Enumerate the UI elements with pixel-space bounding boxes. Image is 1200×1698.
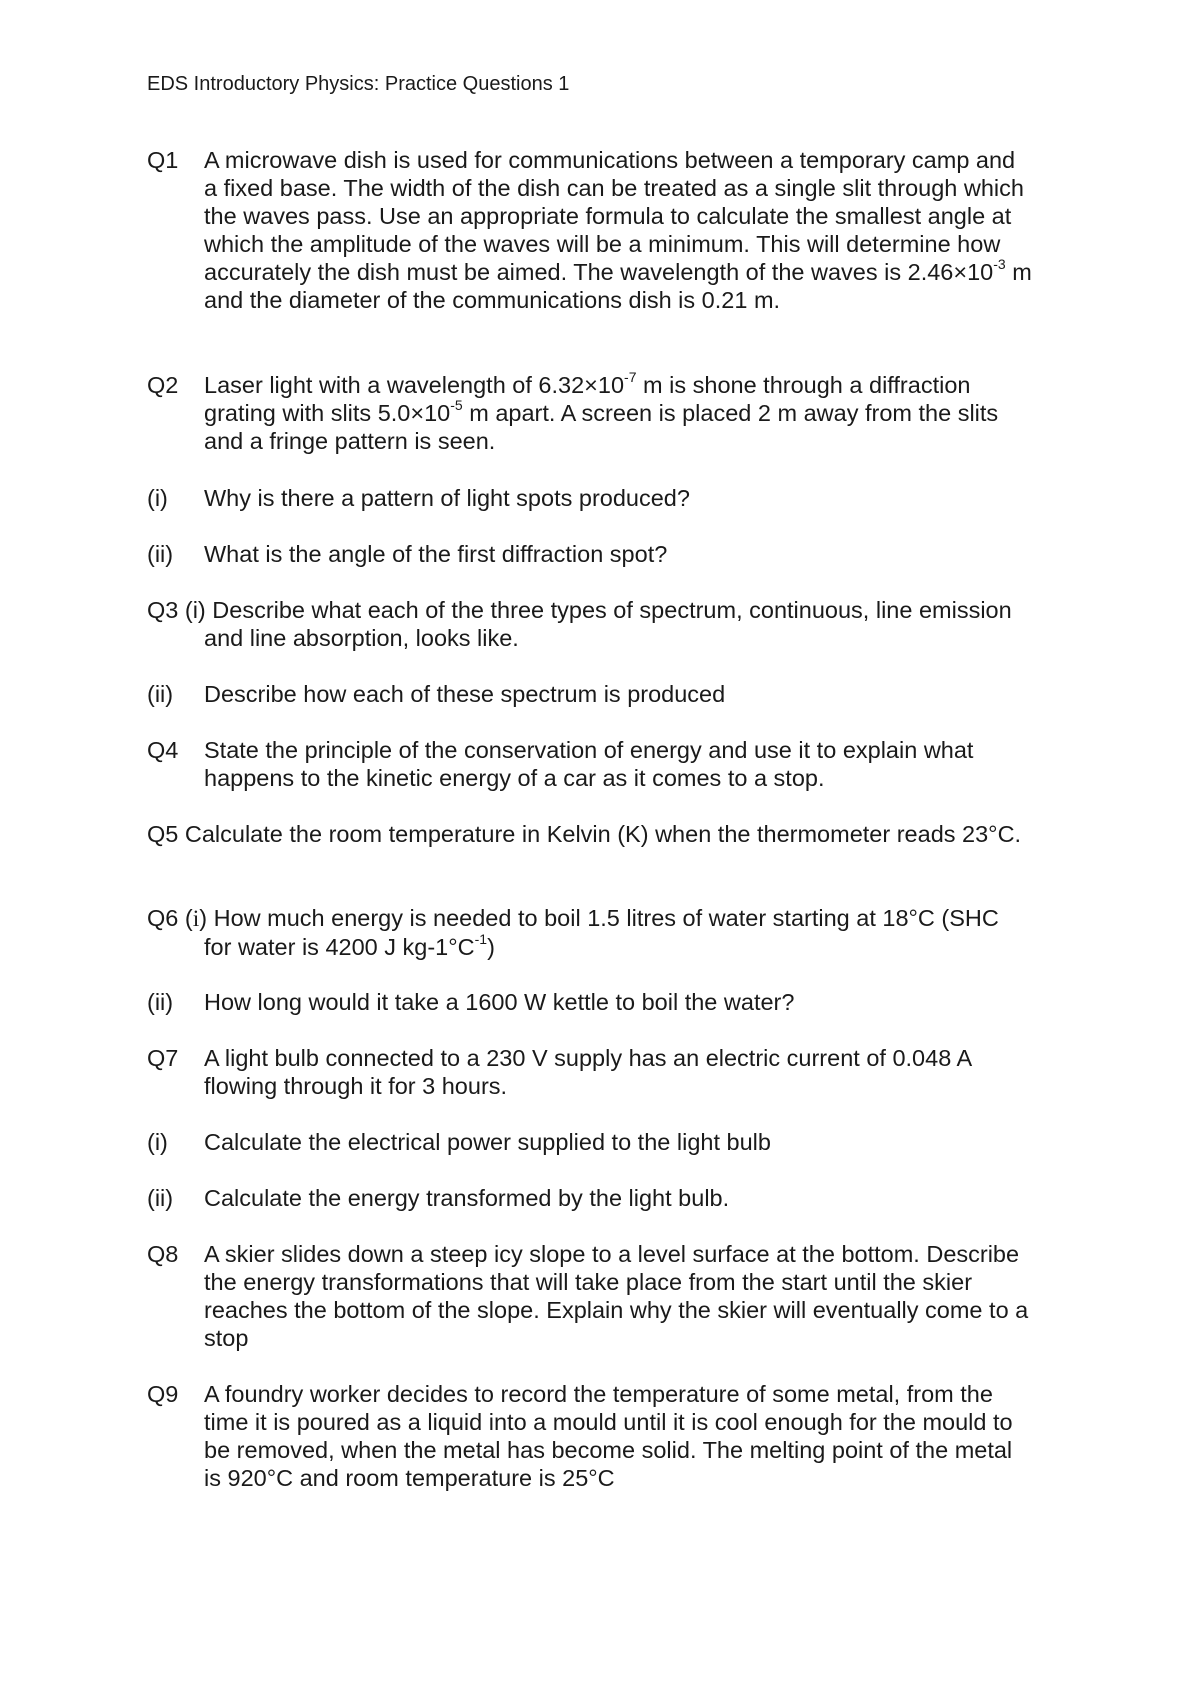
exponent: -5 [450, 397, 463, 414]
exponent: -7 [624, 369, 637, 386]
part-label: (ii) [147, 989, 174, 1015]
part-text: What is the angle of the first diffraction spot? [204, 541, 668, 567]
part-label: (ii) [147, 1185, 174, 1211]
text-line: and the diameter of the communications dish is 0.21 m. [204, 287, 781, 313]
text-line: A light bulb connected to a 230 V supply has an electric current of 0.048 A [204, 1045, 973, 1071]
exponent: -3 [993, 256, 1006, 273]
text-fragment: grating with slits 5.0×10 [204, 400, 451, 426]
text-line [147, 904, 999, 933]
text-fragment: Laser light with a wavelength of 6.32×10 [204, 372, 625, 398]
text-fragment: i [192, 906, 200, 932]
question-label: Q8 [147, 1241, 179, 1267]
text-line: be removed, when the metal has become solid. The melting point of the metal [204, 1437, 1013, 1463]
part-label: (ii) [147, 541, 174, 567]
part-label: (ii) [147, 681, 174, 707]
question-label: Q1 [147, 147, 179, 173]
text-line [204, 371, 998, 399]
part-text: How long would it take a 1600 W kettle to boil the water? [204, 989, 795, 1015]
text-line: the energy transformations that will take place from the start until the skier [204, 1269, 973, 1295]
part-text: Describe how each of these spectrum is produced [204, 681, 726, 707]
text-line: A foundry worker decides to record the temperature of some metal, from the [204, 1381, 993, 1407]
text-line: a fixed base. The width of the dish can be treated as a single slit through which [204, 175, 1024, 201]
text-fragment: for water is 4200 J kg-1°C [204, 934, 475, 960]
text-fragment: m [1005, 259, 1032, 285]
part-text: Why is there a pattern of light spots produced? [204, 485, 690, 511]
question-label: Q4 [147, 737, 179, 763]
part-label: (i) [147, 1129, 168, 1155]
text-line [204, 258, 1032, 286]
text-fragment: accurately the dish must be aimed. The wavelength of the waves is 2.46×10 [204, 259, 994, 285]
text-line: is 920°C and room temperature is 25°C [204, 1465, 615, 1491]
question-text [204, 146, 1032, 314]
question-text [204, 371, 998, 455]
text-fragment: ) [487, 934, 495, 960]
question-6 [147, 904, 999, 961]
question-label: Q9 [147, 1381, 179, 1407]
text-line: A skier slides down a steep icy slope to a level surface at the bottom. Describe [204, 1241, 1020, 1267]
text-line [204, 399, 998, 427]
part-label: (i) [147, 485, 168, 511]
question-text [204, 1240, 1028, 1352]
question-5 [147, 820, 1021, 848]
text-line: time it is poured as a liquid into a mould until it is cool enough for the mould to [204, 1409, 1013, 1435]
question-text [204, 1044, 972, 1100]
text-line [147, 933, 999, 961]
text-line: Q5 Calculate the room temperature in Kelvin (K) when the thermometer reads 23°C. [147, 821, 1022, 847]
part-text: Calculate the electrical power supplied to the light bulb [204, 1129, 771, 1155]
part-text: Calculate the energy transformed by the light bulb. [204, 1185, 730, 1211]
text-line: and a fringe pattern is seen. [204, 428, 496, 454]
exponent: -1 [474, 931, 488, 948]
text-fragment: ) How much energy is needed to boil 1.5 litres of water starting at 18°C (SHC [199, 905, 999, 931]
text-line: reaches the bottom of the slope. Explain why the skier will eventually come to a [204, 1297, 1029, 1323]
text-line: and line absorption, looks like. [204, 625, 519, 651]
text-line: which the amplitude of the waves will be a minimum. This will determine how [204, 231, 1001, 257]
text-fragment: Q6 ( [147, 905, 193, 931]
text-line: happens to the kinetic energy of a car as it comes to a stop. [204, 765, 825, 791]
text-line: the waves pass. Use an appropriate formula to calculate the smallest angle at [204, 203, 1012, 229]
text-line: flowing through it for 3 hours. [204, 1073, 508, 1099]
text-line: stop [204, 1325, 249, 1351]
question-text [204, 736, 973, 792]
text-fragment: m apart. A screen is placed 2 m away from the slits [462, 400, 999, 426]
text-line: Q3 (i) Describe what each of the three types of spectrum, continuous, line emission [147, 597, 1012, 623]
text-line: A microwave dish is used for communications between a temporary camp and [204, 147, 1016, 173]
question-3 [147, 596, 1012, 652]
page-header: EDS Introductory Physics: Practice Questions 1 [147, 73, 570, 95]
question-label: Q7 [147, 1045, 179, 1071]
text-line: State the principle of the conservation of energy and use it to explain what [204, 737, 974, 763]
question-text [204, 1380, 1013, 1492]
question-label: Q2 [147, 372, 179, 398]
text-fragment: m is shone through a diffraction [636, 372, 971, 398]
